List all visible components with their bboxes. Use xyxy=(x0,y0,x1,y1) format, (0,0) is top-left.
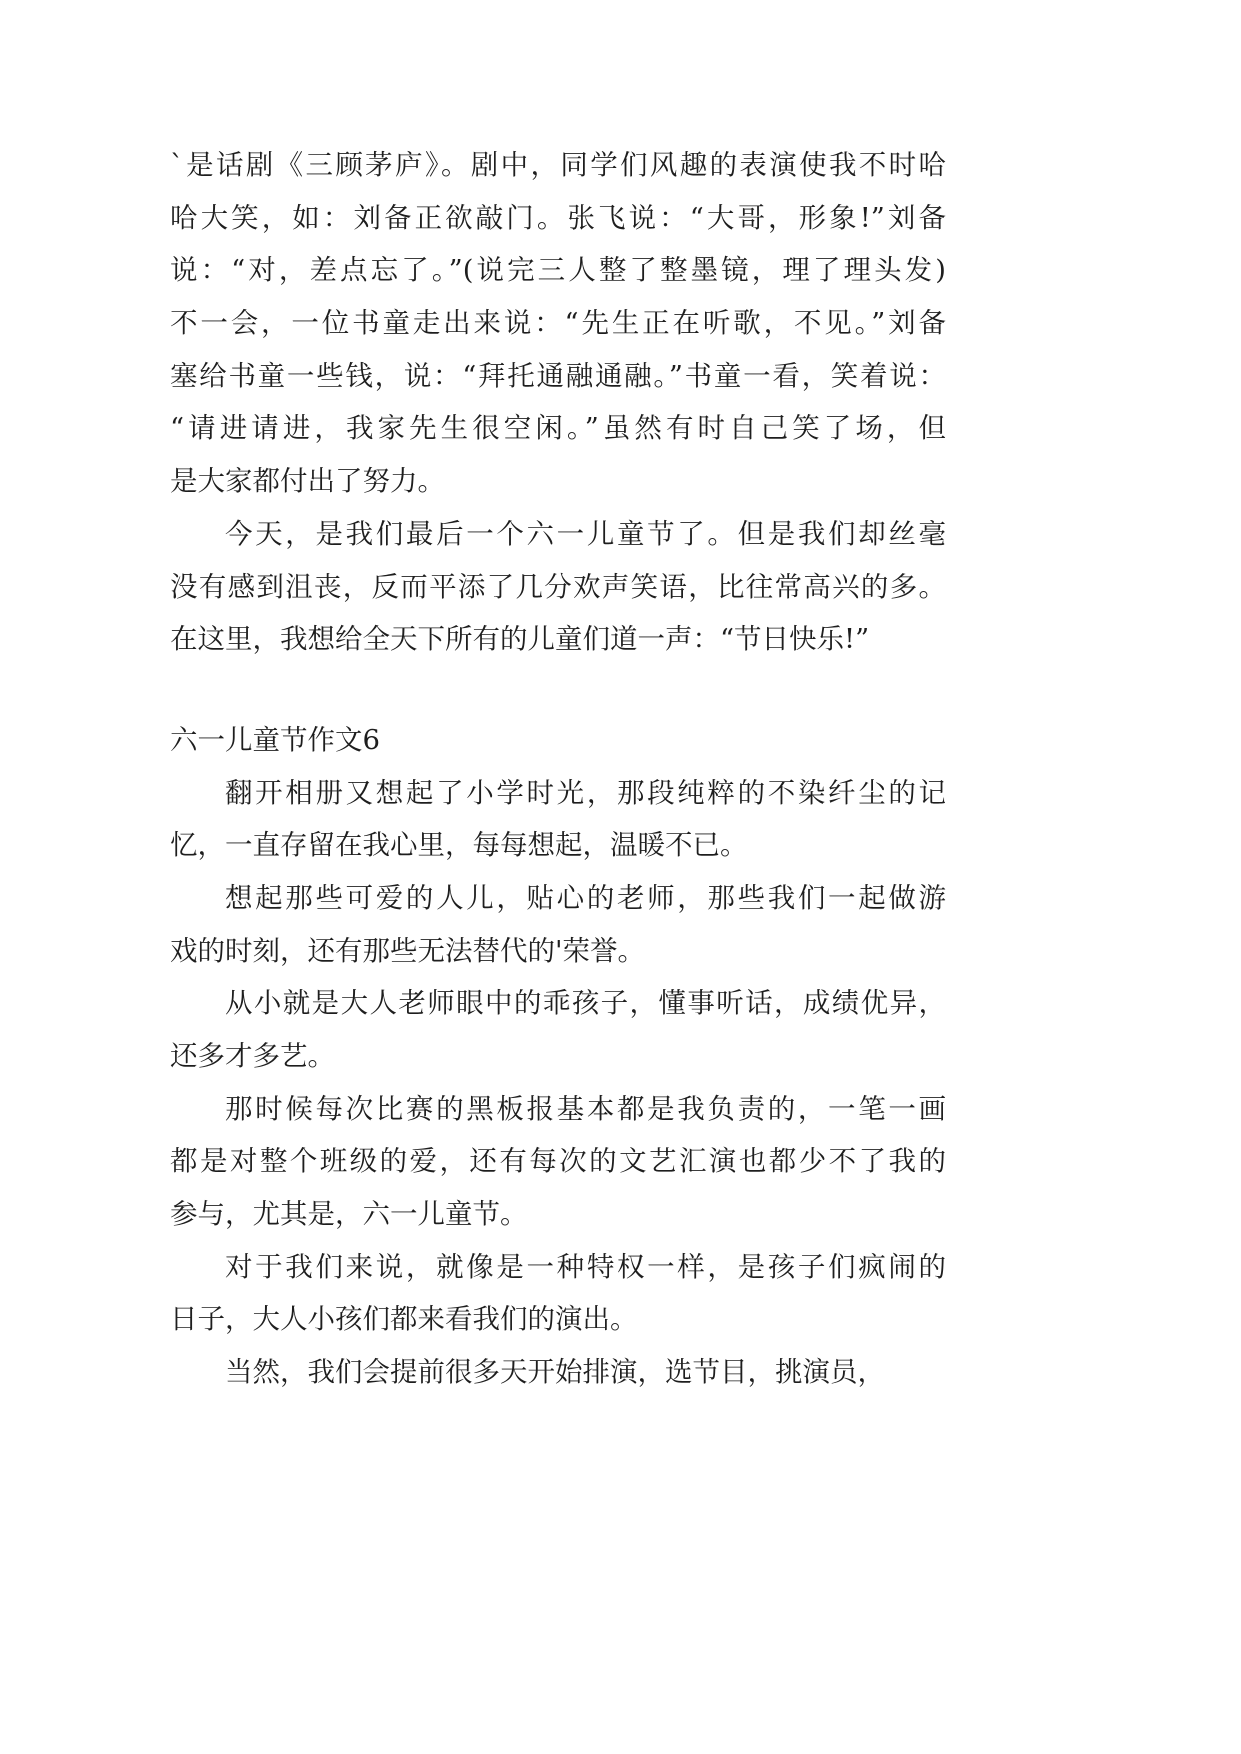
text-line: 都是对整个班级的爱，还有每次的文艺汇演也都少不了我的 xyxy=(170,1145,946,1178)
heading-text: 六一儿童节作文6 xyxy=(170,723,380,756)
text-line: 在这里，我想给全天下所有的儿童们道一声：“节日快乐!” xyxy=(170,623,870,656)
section-heading xyxy=(170,714,946,767)
paragraph xyxy=(170,1346,946,1399)
text-line: 哈大笑，如：刘备正欲敲门。张飞说：“大哥，形象!”刘备 xyxy=(170,201,946,234)
text-line: 没有感到沮丧，反而平添了几分欢声笑语，比往常高兴的多。 xyxy=(170,570,946,603)
paragraph xyxy=(170,977,946,1082)
paragraph-continuation xyxy=(170,139,946,508)
text-line: 戏的时刻，还有那些无法替代的'荣誉。 xyxy=(170,934,646,967)
text-line: 从小就是大人老师眼中的乖孩子，懂事听话，成绩优异， xyxy=(225,987,946,1020)
text-line: 塞给书童一些钱，说：“拜托通融通融。”书童一看，笑着说： xyxy=(170,359,946,392)
text-line: 今天，是我们最后一个六一儿童节了。但是我们却丝毫 xyxy=(225,517,946,550)
paragraph xyxy=(170,508,946,666)
paragraph xyxy=(170,1241,946,1346)
text-line: 当然，我们会提前很多天开始排演，选节目，挑演员， xyxy=(225,1356,885,1389)
text-line: 日子，大人小孩们都来看我们的演出。 xyxy=(170,1303,638,1336)
text-line: 是大家都付出了努力。 xyxy=(170,465,445,498)
text-line: 还多才多艺。 xyxy=(170,1040,335,1072)
paragraph xyxy=(170,767,946,872)
text-line: `是话剧《三顾茅庐》。剧中，同学们风趣的表演使我不时哈 xyxy=(170,149,946,181)
text-line: 不一会，一位书童走出来说：“先生正在听歌，不见。”刘备 xyxy=(170,307,946,340)
text-line: 参与，尤其是，六一儿童节。 xyxy=(170,1198,528,1231)
document-body xyxy=(170,139,946,1399)
text-line: 对于我们来说，就像是一种特权一样，是孩子们疯闹的 xyxy=(225,1250,946,1283)
text-line: 想起那些可爱的人儿，贴心的老师，那些我们一起做游 xyxy=(225,881,946,914)
text-line: 翻开相册又想起了小学时光，那段纯粹的不染纤尘的记 xyxy=(225,776,946,809)
text-line: 忆，一直存留在我心里，每每想起，温暖不已。 xyxy=(170,829,748,862)
paragraph xyxy=(170,872,946,977)
text-line: 那时候每次比赛的黑板报基本都是我负责的，一笔一画 xyxy=(225,1092,946,1125)
paragraph xyxy=(170,1083,946,1241)
text-line: 说：“对，差点忘了。”(说完三人整了整墨镜，理了理头发) xyxy=(170,254,946,287)
text-line: “请进请进，我家先生很空闲。”虽然有时自己笑了场，但 xyxy=(170,412,946,445)
